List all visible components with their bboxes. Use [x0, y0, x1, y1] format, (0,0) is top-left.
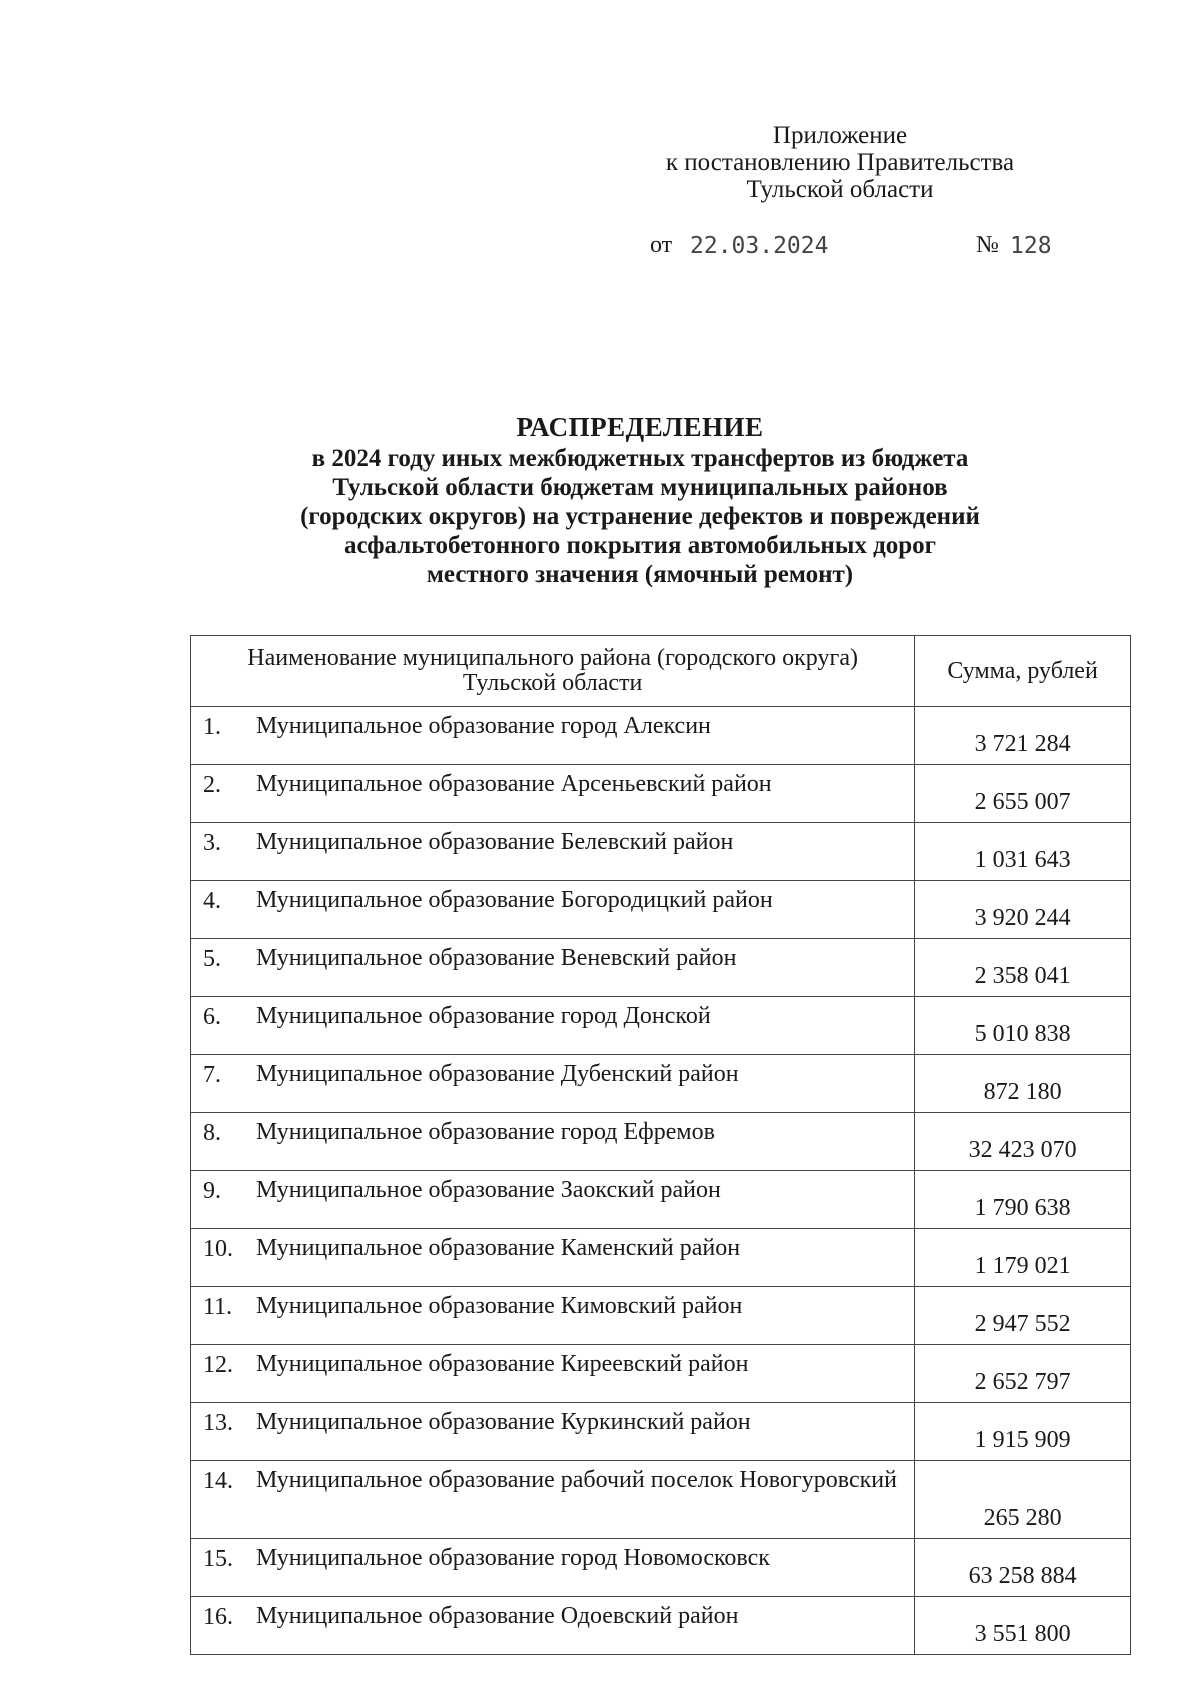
municipality-cell-content — [191, 823, 914, 880]
amount-cell: 1 179 021 — [915, 1229, 1131, 1287]
municipality-cell-content — [191, 707, 914, 764]
municipality-cell-content — [191, 1403, 914, 1460]
title-heading: РАСПРЕДЕЛЕНИЕ — [516, 412, 764, 442]
municipality-cell — [191, 1171, 915, 1229]
row-number: 11. — [203, 1294, 233, 1320]
row-number: 8. — [203, 1120, 221, 1146]
table-row — [191, 881, 1131, 939]
municipality-cell-content — [191, 765, 914, 822]
municipality-name: Муниципальное образование город Алексин — [256, 713, 711, 739]
municipality-name: Муниципальное образование Кимовский район — [256, 1293, 743, 1319]
amount-cell: 2 947 552 — [915, 1287, 1131, 1345]
municipality-name: Муниципальное образование Киреевский район — [256, 1351, 749, 1377]
municipality-cell — [191, 823, 915, 881]
municipality-cell — [191, 1539, 915, 1597]
municipality-name: Муниципальное образование город Ефремов — [256, 1119, 715, 1145]
table-row — [191, 939, 1131, 997]
municipality-name: Муниципальное образование город Донской — [256, 1003, 711, 1029]
municipality-name: Муниципальное образование Одоевский район — [256, 1603, 739, 1629]
table-row — [191, 1287, 1131, 1345]
table-row — [191, 1597, 1131, 1655]
municipality-cell-content — [191, 1229, 914, 1286]
municipality-cell — [191, 1287, 915, 1345]
amount-cell: 2 655 007 — [915, 765, 1131, 823]
column-header-name-line: Тульской области — [462, 670, 643, 696]
amount-cell: 872 180 — [915, 1055, 1131, 1113]
table-row — [191, 1113, 1131, 1171]
table-row — [191, 1171, 1131, 1229]
municipality-cell — [191, 881, 915, 939]
row-number: 14. — [203, 1468, 233, 1494]
title-line: местного значения (ямочный ремонт) — [426, 561, 854, 588]
amount-cell: 3 920 244 — [915, 881, 1131, 939]
column-header-sum: Сумма, рублей — [915, 636, 1131, 707]
title-line: асфальтобетонного покрытия автомобильных дорог — [343, 532, 936, 559]
municipality-cell — [191, 765, 915, 823]
amount-cell: 1 915 909 — [915, 1403, 1131, 1461]
municipality-cell-content — [191, 1345, 914, 1402]
municipality-cell-content — [191, 1539, 914, 1596]
appendix-line: Приложение — [772, 122, 908, 149]
number-sign: № — [976, 232, 999, 258]
municipality-cell — [191, 1229, 915, 1287]
municipality-cell — [191, 1461, 915, 1539]
row-number: 13. — [203, 1410, 233, 1436]
appendix-header — [620, 122, 1060, 203]
amount-cell: 5 010 838 — [915, 997, 1131, 1055]
table-row — [191, 1055, 1131, 1113]
municipality-name: Муниципальное образование Белевский район — [256, 829, 734, 855]
resolution-date: 22.03.2024 — [690, 233, 829, 259]
municipality-cell-content — [191, 1287, 914, 1344]
municipality-name: Муниципальное образование Заокский район — [256, 1177, 721, 1203]
municipality-cell-content — [191, 1055, 914, 1112]
table-row — [191, 997, 1131, 1055]
table-row — [191, 707, 1131, 765]
municipality-cell-content — [191, 939, 914, 996]
table-header-row — [191, 636, 1131, 707]
amount-cell: 3 551 800 — [915, 1597, 1131, 1655]
row-number: 4. — [203, 888, 221, 914]
municipality-cell-content — [191, 1113, 914, 1170]
appendix-line: Тульской области — [746, 176, 934, 203]
document-title — [190, 410, 1090, 589]
row-number: 16. — [203, 1604, 233, 1630]
row-number: 7. — [203, 1062, 221, 1088]
amount-cell: 63 258 884 — [915, 1539, 1131, 1597]
municipality-cell-content — [191, 1597, 914, 1654]
table-row — [191, 1229, 1131, 1287]
municipality-cell — [191, 1055, 915, 1113]
municipality-cell — [191, 1403, 915, 1461]
table-row — [191, 1461, 1131, 1539]
row-number: 10. — [203, 1236, 233, 1262]
column-header-name — [191, 636, 915, 707]
municipality-name: Муниципальное образование Веневский район — [256, 945, 737, 971]
column-header-name-line: Наименование муниципального района (городского округа) — [247, 645, 858, 671]
municipality-cell — [191, 939, 915, 997]
municipality-cell — [191, 1113, 915, 1171]
amount-cell: 2 652 797 — [915, 1345, 1131, 1403]
table-row — [191, 1403, 1131, 1461]
municipality-cell — [191, 1597, 915, 1655]
row-number: 3. — [203, 830, 221, 856]
amount-cell: 32 423 070 — [915, 1113, 1131, 1171]
municipality-cell — [191, 707, 915, 765]
table-row — [191, 765, 1131, 823]
row-number: 1. — [203, 714, 221, 740]
row-number: 2. — [203, 772, 221, 798]
title-line: (городских округов) на устранение дефектов и повреждений — [300, 503, 980, 530]
table-row — [191, 1539, 1131, 1597]
title-line: в 2024 году иных межбюджетных трансфертов из бюджета — [311, 445, 969, 472]
resolution-date-number — [650, 232, 1070, 262]
amount-cell: 3 721 284 — [915, 707, 1131, 765]
distribution-table — [190, 635, 1131, 1655]
row-number: 6. — [203, 1004, 221, 1030]
municipality-cell-content — [191, 881, 914, 938]
table-row — [191, 823, 1131, 881]
municipality-name: Муниципальное образование Куркинский район — [256, 1409, 751, 1435]
municipality-cell-content — [191, 1171, 914, 1228]
row-number: 9. — [203, 1178, 221, 1204]
row-number: 15. — [203, 1546, 233, 1572]
municipality-cell-content — [191, 1461, 914, 1538]
date-prefix: от — [650, 232, 673, 258]
amount-cell: 1 790 638 — [915, 1171, 1131, 1229]
municipality-cell-content — [191, 997, 914, 1054]
municipality-name: Муниципальное образование Дубенский район — [256, 1061, 739, 1087]
appendix-line: к постановлению Правительства — [665, 149, 1015, 176]
title-line: Тульской области бюджетам муниципальных районов — [332, 474, 948, 501]
amount-cell: 2 358 041 — [915, 939, 1131, 997]
municipality-name: Муниципальное образование рабочий поселок Новогуровский — [256, 1467, 897, 1493]
municipality-name: Муниципальное образование город Новомосковск — [256, 1545, 770, 1571]
municipality-cell — [191, 1345, 915, 1403]
resolution-number: 128 — [1010, 233, 1052, 259]
table-row — [191, 1345, 1131, 1403]
municipality-name: Муниципальное образование Каменский район — [256, 1235, 741, 1261]
municipality-name: Муниципальное образование Арсеньевский район — [256, 771, 772, 797]
municipality-name: Муниципальное образование Богородицкий район — [256, 887, 773, 913]
amount-cell: 265 280 — [915, 1461, 1131, 1539]
row-number: 12. — [203, 1352, 233, 1378]
amount-cell: 1 031 643 — [915, 823, 1131, 881]
row-number: 5. — [203, 946, 221, 972]
municipality-cell — [191, 997, 915, 1055]
